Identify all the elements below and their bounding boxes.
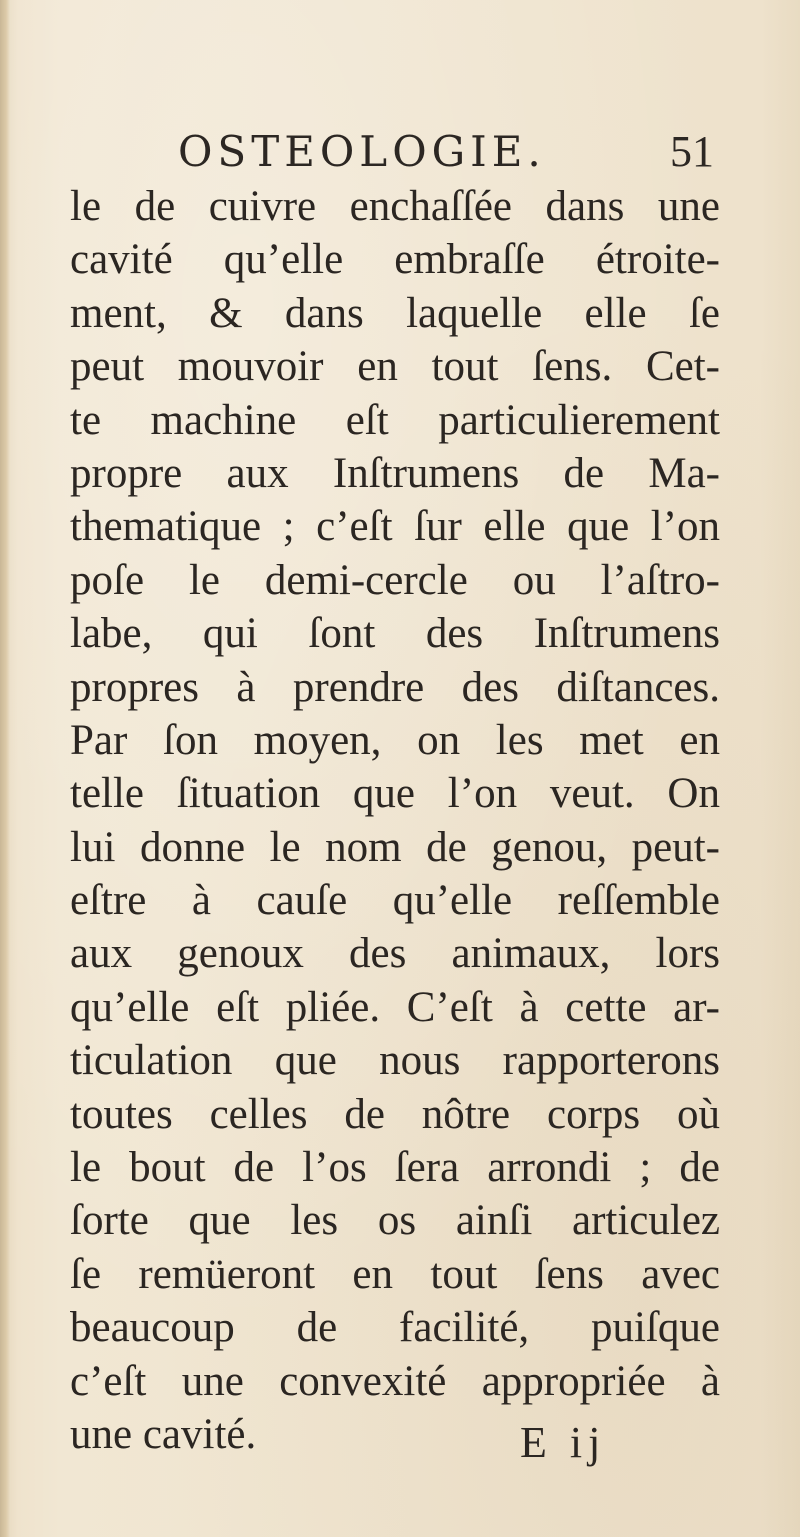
- text-line: te machine eſt particulierement: [70, 396, 720, 444]
- text-line: ſorte que les os ainſi articulez: [70, 1197, 720, 1245]
- text-line: Par ſon moyen, on les met en: [70, 716, 720, 764]
- text-line: ſe remüeront en tout ſens avec: [70, 1250, 720, 1298]
- text-line: labe, qui ſont des Inſtrumens: [70, 610, 720, 658]
- text-line: toutes celles de nôtre corps où: [70, 1090, 720, 1138]
- page-header: [0, 124, 800, 184]
- text-line: ment, & dans laquelle elle ſe: [70, 289, 720, 337]
- page-gutter-edge: [0, 0, 10, 1537]
- text-line: lui donne le nom de genou, peut-: [70, 823, 720, 871]
- signature-mark: E ij: [520, 1418, 607, 1467]
- text-line: thematique ; c’eſt ſur elle que l’on: [70, 503, 720, 551]
- text-line: qu’elle eſt pliée. C’eſt à cette ar-: [70, 983, 720, 1031]
- text-line: telle ſituation que l’on veut. On: [70, 770, 720, 818]
- running-title: OSTEOLOGIE.: [178, 127, 546, 176]
- text-line: poſe le demi-cercle ou l’aſtro-: [70, 556, 720, 604]
- text-line: c’eſt une convexité appropriée à: [70, 1357, 720, 1405]
- text-line: beaucoup de facilité, puiſque: [70, 1304, 720, 1352]
- text-line: ticulation que nous rapporterons: [70, 1037, 720, 1085]
- text-line: aux genoux des animaux, lors: [70, 930, 720, 978]
- page-number: 51: [670, 127, 714, 176]
- text-line: eſtre à cauſe qu’elle reſſemble: [70, 877, 720, 925]
- text-line: peut mouvoir en tout ſens. Cet-: [70, 343, 720, 391]
- body-text: [70, 180, 720, 1461]
- text-line: le de cuivre enchaſſée dans une: [70, 183, 720, 230]
- text-line: le bout de l’os ſera arrondi ; de: [70, 1144, 720, 1192]
- text-line: une cavité.: [70, 1410, 257, 1458]
- text-line: propres à prendre des diſtances.: [70, 663, 720, 711]
- text-line: propre aux Inſtrumens de Ma-: [70, 449, 720, 497]
- text-line: cavité qu’elle embraſſe étroite-: [70, 236, 720, 284]
